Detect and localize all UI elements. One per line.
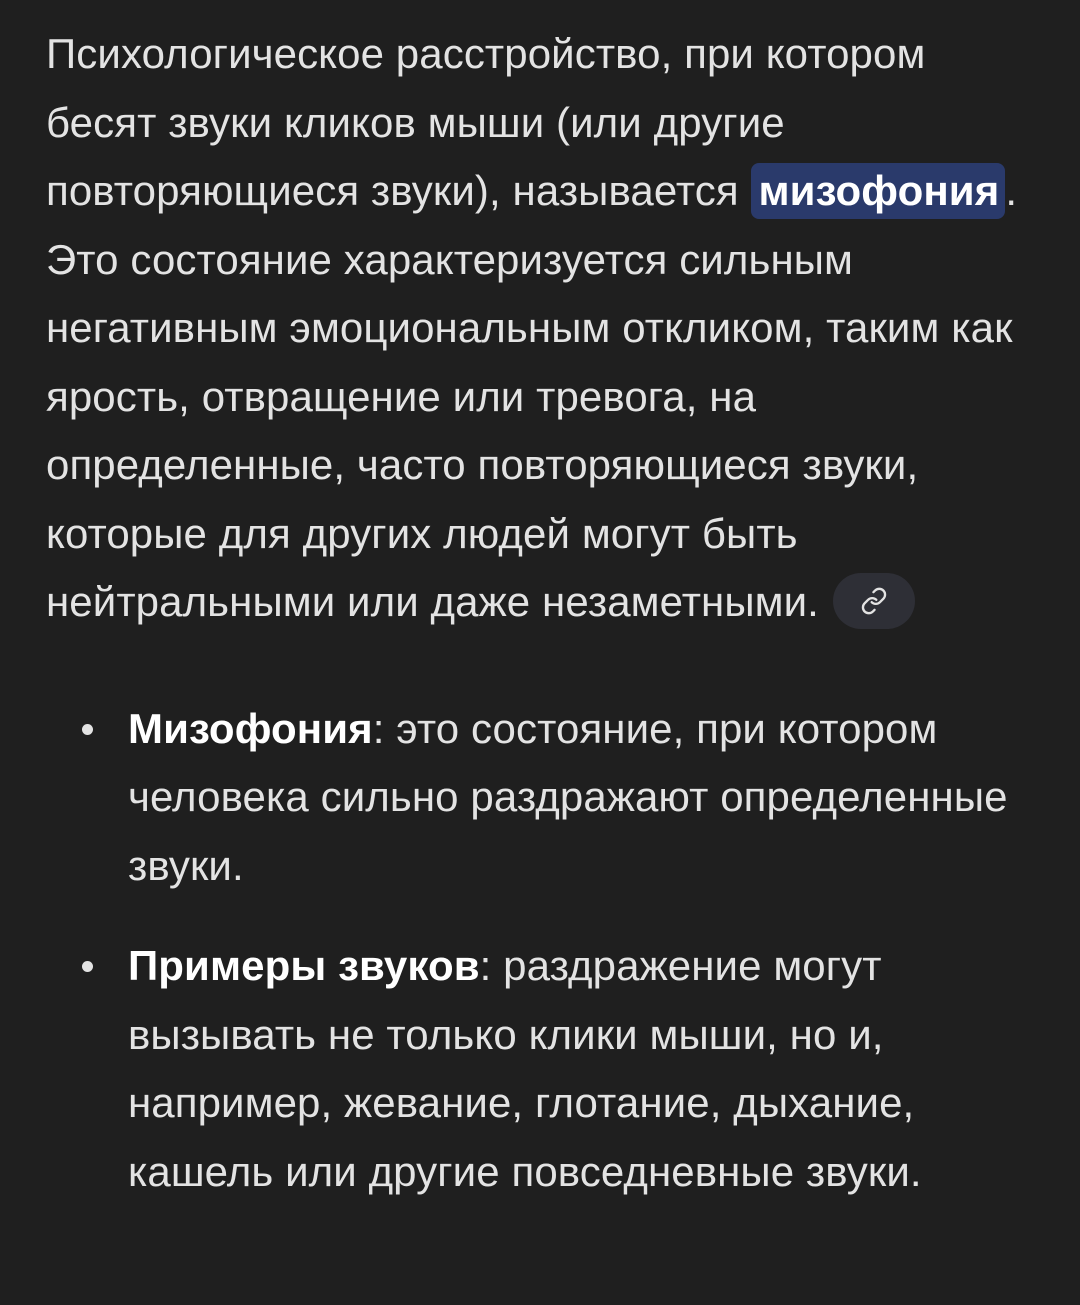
bullet-list xyxy=(46,695,1034,1207)
list-item xyxy=(46,932,1034,1206)
source-link-button[interactable] xyxy=(833,573,915,629)
highlighted-term[interactable]: мизофония xyxy=(751,163,1006,219)
link-icon xyxy=(860,587,888,615)
paragraph-text-after: . Это состояние характеризуется сильным негативным эмоциональным откликом, таким как ярость, отвращение или тревога, на определенные, часто повторяющиеся звуки, которые для других людей могут быть нейтральными или даже незаметными. xyxy=(46,167,1018,625)
answer-paragraph xyxy=(46,20,1034,637)
bullet-text: : раздражение могут вызывать не только клики мыши, но и, например, жевание, глотание, дыхание, кашель или другие повседневные звуки. xyxy=(128,942,922,1195)
bullet-term: Примеры звуков xyxy=(128,942,480,989)
bullet-dot xyxy=(82,724,93,735)
paragraph-text-before: Психологическое расстройство, при котором бесят звуки кликов мыши (или другие повторяющиеся звуки), называется xyxy=(46,30,926,214)
bullet-text: : это состояние, при котором человека сильно раздражают определенные звуки. xyxy=(128,704,1008,889)
list-item xyxy=(46,695,1034,901)
bullet-term: Мизофония xyxy=(128,704,373,752)
bullet-dot xyxy=(82,961,93,972)
